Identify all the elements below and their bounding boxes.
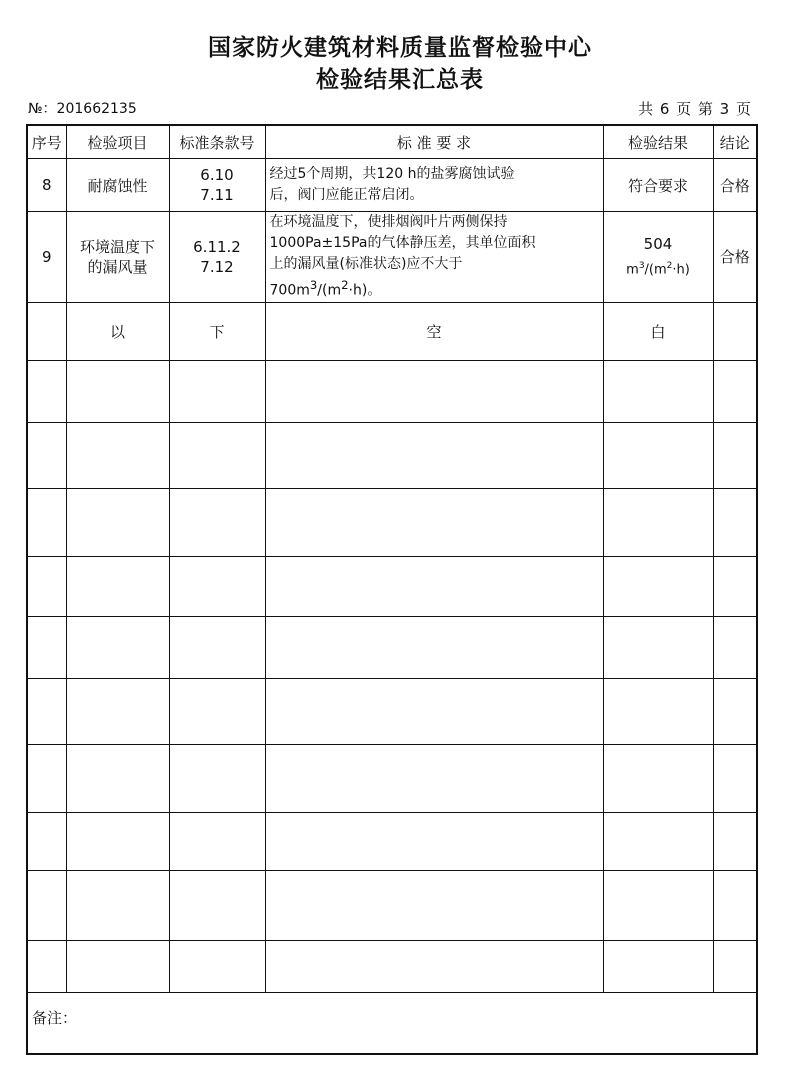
table-row xyxy=(27,159,757,212)
table-header-row xyxy=(27,125,757,159)
unit-exponent: 3 xyxy=(638,260,645,271)
remarks-row xyxy=(27,992,757,1054)
blank-marker-row xyxy=(27,302,757,360)
unit-exponent: 2 xyxy=(341,278,349,292)
unit-part: ·h) xyxy=(672,261,690,277)
unit-part: 700m xyxy=(269,282,310,299)
col-header-clause: 标准条款号 xyxy=(169,125,265,159)
empty-row xyxy=(27,870,757,940)
row-conclusion: 合格 xyxy=(713,212,757,303)
unit-exponent: 2 xyxy=(666,260,673,271)
empty-row xyxy=(27,360,757,422)
result-value: 504 xyxy=(643,234,673,253)
col-header-item: 检验项目 xyxy=(66,125,169,159)
clause-line: 7.11 xyxy=(200,186,234,204)
unit-part: m xyxy=(626,261,639,277)
empty-row xyxy=(27,556,757,616)
col-header-result: 检验结果 xyxy=(603,125,713,159)
row-requirement xyxy=(265,159,603,212)
row-item xyxy=(66,212,169,303)
table-row xyxy=(27,212,757,303)
blank-marker: 下 xyxy=(169,302,265,360)
row-no: 9 xyxy=(27,212,66,303)
blank-marker: 以 xyxy=(66,302,169,360)
unit-part: ·h)。 xyxy=(348,282,382,299)
empty-row xyxy=(27,744,757,812)
col-header-requirement: 标 准 要 求 xyxy=(265,125,603,159)
remarks-label: 备注： xyxy=(27,992,757,1054)
empty-row xyxy=(27,812,757,870)
col-header-conclusion: 结论 xyxy=(713,125,757,159)
row-clause xyxy=(169,159,265,212)
report-subtitle: 检验结果汇总表 xyxy=(316,67,484,93)
page-info: 共 6 页 第 3 页 xyxy=(638,100,752,118)
clause-line: 7.12 xyxy=(200,257,234,276)
blank-marker: 白 xyxy=(603,302,713,360)
row-clause xyxy=(169,212,265,303)
requirement-line: 后，阀门应能正常启闭。 xyxy=(269,187,424,203)
results-table xyxy=(26,124,758,1055)
row-conclusion: 合格 xyxy=(713,159,757,212)
col-header-no: 序号 xyxy=(27,125,66,159)
unit-exponent: 3 xyxy=(309,278,318,292)
empty-row xyxy=(27,488,757,556)
row-requirement xyxy=(265,212,603,303)
row-result: 符合要求 xyxy=(603,159,713,212)
report-number: №：201662135 xyxy=(28,101,137,117)
empty-row xyxy=(27,940,757,992)
item-line: 环境温度下 xyxy=(79,237,155,256)
item-line: 的漏风量 xyxy=(87,257,148,276)
clause-line: 6.11.2 xyxy=(193,237,241,256)
clause-line: 6.10 xyxy=(200,166,234,184)
report-title: 国家防火建筑材料质量监督检验中心 xyxy=(208,35,592,61)
empty-row xyxy=(27,678,757,744)
requirement-line: 在环境温度下，使排烟阀叶片两侧保持 xyxy=(269,214,508,230)
result-unit xyxy=(604,255,713,281)
requirement-unit-line xyxy=(270,275,601,302)
unit-part: /(m xyxy=(644,261,667,277)
empty-row xyxy=(27,616,757,678)
row-result xyxy=(603,212,713,303)
requirement-line: 上的漏风量(标准状态)应不大于 xyxy=(269,256,463,272)
requirement-line: 1000Pa±15Pa的气体静压差，其单位面积 xyxy=(269,235,536,251)
unit-part: /(m xyxy=(317,282,342,299)
blank-marker: 空 xyxy=(265,302,603,360)
row-no: 8 xyxy=(27,159,66,212)
requirement-line: 经过5个周期，共120 h的盐雾腐蚀试验 xyxy=(269,166,515,182)
row-item: 耐腐蚀性 xyxy=(66,159,169,212)
empty-row xyxy=(27,422,757,488)
